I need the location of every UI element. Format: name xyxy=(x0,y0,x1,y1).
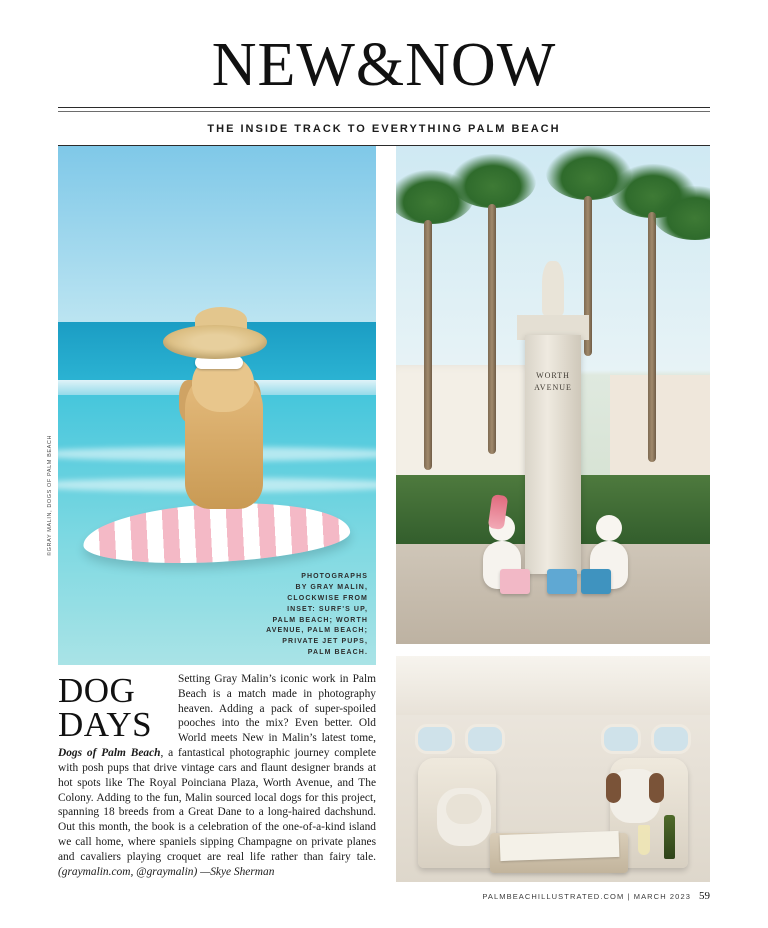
photo-credit-vertical: ©GRAY MALIN, DOGS OF PALM BEACH xyxy=(47,434,53,556)
article-byline-credit: (graymalin.com, @graymalin) —Skye Sherman xyxy=(58,865,275,878)
palm-trunk-4 xyxy=(648,212,656,462)
caption-line-3: CLOCKWISE FROM xyxy=(287,594,368,602)
champagne-bottle xyxy=(664,815,675,859)
jet-window-1 xyxy=(415,724,455,754)
jet-window-3 xyxy=(601,724,641,754)
monument-line-1: WORTH xyxy=(536,371,570,381)
masthead xyxy=(58,31,710,146)
handbag-teal xyxy=(581,569,611,594)
headline-line-1: DOG xyxy=(58,671,136,710)
spaniel-ear-right xyxy=(649,773,664,803)
sky-region xyxy=(58,146,376,333)
spaniel-ear-left xyxy=(606,773,621,803)
palm-trunk-1 xyxy=(424,220,432,470)
caption-line-2: BY GRAY MALIN, xyxy=(295,584,368,592)
palm-trunk-2 xyxy=(488,204,496,454)
bulldog xyxy=(437,788,491,846)
bulldog-face xyxy=(446,794,482,824)
straw-hat-brim xyxy=(163,325,267,359)
caption-line-8: PALM BEACH. xyxy=(307,649,368,657)
photo-caption xyxy=(260,572,368,659)
article xyxy=(58,672,376,880)
article-text-part-1: Setting Gray Malin’s iconic work in Palm Beach is a match made in photography heaven. Adding a pack of super-spoiled pooches into the mix? Even better. Old World meets New in Malin’s latest tome, xyxy=(178,673,376,745)
jet-ceiling xyxy=(396,656,710,715)
dog-on-surfboard-photo xyxy=(58,146,376,665)
poodle-right-head xyxy=(596,515,622,541)
jet-window-4 xyxy=(651,724,691,754)
spaniel xyxy=(610,769,660,823)
page-footer xyxy=(482,890,710,902)
headline-line-2: DAYS xyxy=(58,704,153,744)
handbag-blue xyxy=(547,569,577,594)
caption-line-6: AVENUE, PALM BEACH; xyxy=(266,627,368,635)
worth-avenue-poodles-photo xyxy=(396,146,710,644)
private-jet-dogs-photo xyxy=(396,656,710,882)
book-title: Dogs of Palm Beach xyxy=(58,747,161,760)
handbag-pink xyxy=(500,569,530,594)
rule-top-thin xyxy=(58,111,710,112)
newspaper xyxy=(499,831,619,861)
footer-publication: PALMBEACHILLUSTRATED.COM | MARCH 2023 xyxy=(482,892,691,901)
monument-inscription xyxy=(525,370,582,394)
rule-top xyxy=(58,107,710,108)
article-headline xyxy=(58,671,168,744)
caption-line-7: PRIVATE JET PUPS, xyxy=(282,638,368,646)
caption-line-1: PHOTOGRAPHS xyxy=(301,573,368,581)
palm-crown-2 xyxy=(450,154,536,208)
monument-lantern xyxy=(542,261,564,316)
masthead-subtitle: THE INSIDE TRACK TO EVERYTHING PALM BEACH xyxy=(207,122,561,135)
page-number: 59 xyxy=(699,890,710,902)
article-text-part-2: , a fantastical photographic journey complete with posh pups that drive vintage cars and flaunt designer brands at hot spots like The Royal Poinciana Plaza, Worth Avenue, and The Colony. Adding to the fun, Malin sourced local dogs for this project, spanning 18 breeds from a Great Dane to a long-haired dachshund. Out this month, the book is a celebration of the one-of-a-kind island we call home, where spaniels sipping Champagne on private planes and cavaliers playing croquet are real life rather than fairy tale. xyxy=(58,747,376,863)
page-title: NEW&NOW xyxy=(211,31,557,99)
caption-line-5: PALM BEACH; WORTH xyxy=(272,616,368,624)
caption-line-4: INSET: SURF'S UP, xyxy=(287,605,368,613)
masthead-rules xyxy=(58,107,710,112)
champagne-glass xyxy=(638,825,650,855)
monument-line-2: AVENUE xyxy=(534,383,572,393)
jet-window-2 xyxy=(465,724,505,754)
